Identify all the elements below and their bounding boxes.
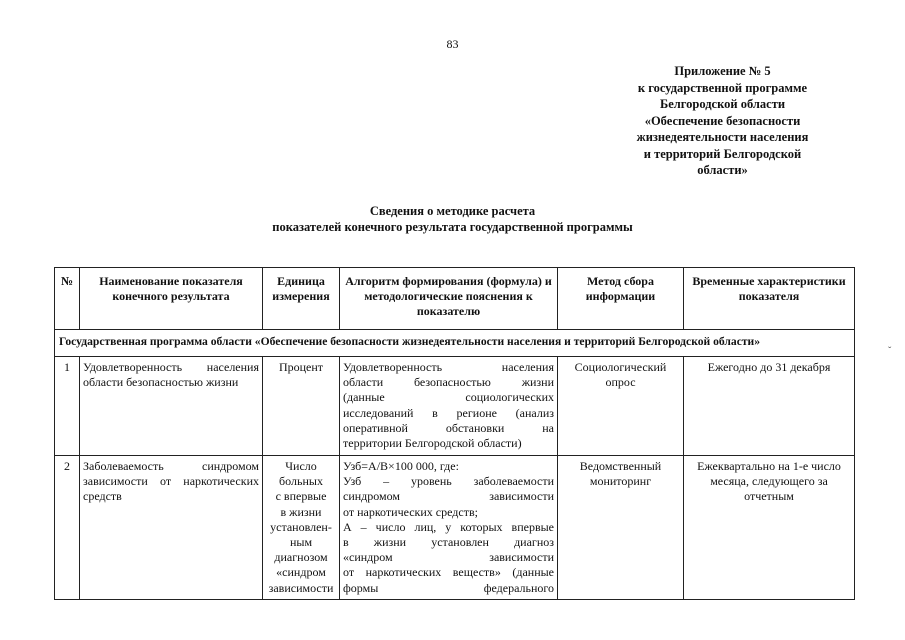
unit-line: «синдром [276, 565, 326, 580]
unit-line: в жизни [280, 504, 322, 519]
page-number: 83 [446, 37, 459, 51]
scan-artifact: ˇ [888, 346, 892, 357]
appendix-line: Белгородской области [659, 97, 786, 111]
appendix-line: жизнедеятельности населения [636, 130, 809, 144]
algorithm-line: оперативной обстановки на [343, 420, 554, 435]
appendix-line: «Обеспечение безопасности [644, 113, 801, 128]
row-name: Заболеваемость синдромом зависимости от наркотических средств [80, 456, 263, 600]
header-unit: Единица измерения [263, 268, 340, 330]
row-algorithm [340, 456, 558, 600]
algorithm-line: исследований в регионе (анализ [343, 405, 554, 420]
header-timing: Временные характеристики показателя [684, 268, 855, 330]
algorithm-line: территории Белгородской области) [343, 436, 522, 451]
appendix-line: Приложение № 5 [674, 64, 771, 78]
document-title [0, 203, 905, 235]
row-timing: Ежегодно до 31 декабря [684, 357, 855, 456]
title-line-1: Сведения о методике расчета [369, 204, 536, 218]
header-algorithm: Алгоритм формирования (формула) и методологические пояснения к показателю [340, 268, 558, 330]
row-method: Ведомственный мониторинг [558, 456, 684, 600]
row-algorithm [340, 357, 558, 456]
algorithm-line: А – число лиц, у которых впервые [343, 519, 554, 534]
algorithm-line: от наркотических веществ» (данные [343, 565, 554, 580]
row-name: Удовлетворенность населения области безопасностью жизни [80, 357, 263, 456]
header-name: Наименование показателя конечного результата [80, 268, 263, 330]
algorithm-line: Узб – уровень заболеваемости [343, 474, 554, 489]
algorithm-line: Удовлетворенность населения [343, 360, 554, 374]
row-unit [263, 357, 340, 456]
header-method: Метод сбора информации [558, 268, 684, 330]
table-row [55, 357, 855, 456]
table-row [55, 456, 855, 600]
unit-line: зависимости [268, 580, 334, 595]
row-unit [263, 456, 340, 600]
row-timing: Ежеквартально на 1-е число месяца, следующего за отчетным [684, 456, 855, 600]
algorithm-line: Узб=А/В×100 000, где: [343, 459, 459, 473]
unit-line: диагнозом [274, 550, 328, 565]
algorithm-line: области безопасностью жизни [343, 375, 554, 390]
unit-line: ным [289, 535, 313, 550]
row-num: 1 [55, 357, 80, 456]
algorithm-line: формы федерального [343, 580, 554, 595]
title-line-2: показателей конечного результата государственной программы [272, 220, 633, 234]
methodology-table [54, 267, 855, 600]
section-row [55, 330, 855, 357]
row-num: 2 [55, 456, 80, 600]
algorithm-line: синдромом зависимости [343, 489, 554, 504]
unit-line: Число [285, 459, 317, 473]
unit-line: установлен- [270, 519, 332, 534]
row-method: Социологический опрос [558, 357, 684, 456]
unit-line: больных [279, 474, 323, 489]
appendix-line: к государственной программе [637, 80, 808, 95]
section-title: Государственная программа области «Обеспечение безопасности жизнедеятельности населения и территорий Белгородской области» [55, 330, 855, 357]
table-header-row [55, 268, 855, 330]
algorithm-line: (данные социологических [343, 390, 554, 405]
algorithm-line: от наркотических средств; [343, 504, 478, 519]
unit-line: Процент [278, 360, 324, 374]
header-num: № [55, 268, 80, 330]
appendix-block [600, 63, 845, 179]
algorithm-line: в жизни установлен диагноз [343, 535, 554, 550]
unit-line: с впервые [275, 489, 327, 504]
appendix-line: области» [697, 163, 748, 177]
algorithm-line: «синдром зависимости [343, 550, 554, 565]
appendix-line: и территорий Белгородской [643, 146, 802, 161]
